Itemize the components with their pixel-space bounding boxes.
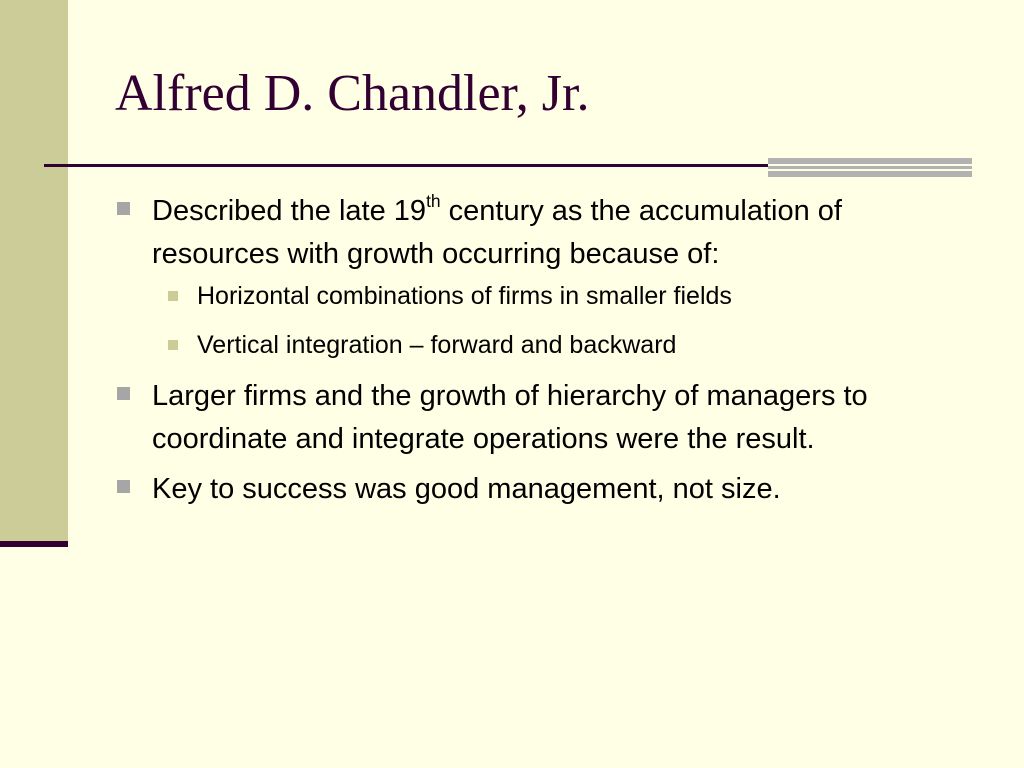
left-decorative-band bbox=[0, 0, 68, 541]
left-band-accent-bar bbox=[0, 541, 68, 547]
bullet-text: Larger firms and the growth of hierarchy of managers to coordinate and integrate operations were the result. bbox=[152, 380, 868, 455]
sub-bullet-text: Vertical integration – forward and backward bbox=[197, 331, 677, 359]
square-bullet-icon bbox=[117, 480, 130, 493]
bullet-list bbox=[115, 190, 975, 518]
bullet-item bbox=[115, 375, 975, 461]
accent-stripe bbox=[768, 166, 972, 169]
ordinal-superscript: th bbox=[426, 190, 441, 211]
bullet-text: Key to success was good management, not size. bbox=[152, 473, 781, 505]
square-bullet-icon bbox=[117, 202, 130, 215]
title-accent-stripes bbox=[768, 158, 972, 178]
square-bullet-icon bbox=[117, 387, 130, 400]
title-underline-rule bbox=[44, 164, 768, 167]
bullet-item bbox=[115, 190, 975, 364]
slide-title: Alfred D. Chandler, Jr. bbox=[115, 65, 590, 122]
sub-bullet-item bbox=[152, 277, 975, 315]
accent-stripe bbox=[768, 171, 972, 177]
bullet-text: Described the late 19th century as the accumulation of resources with growth occurring because of: bbox=[152, 190, 842, 270]
small-square-bullet-icon bbox=[168, 291, 178, 301]
accent-stripe bbox=[768, 158, 972, 164]
bullet-item bbox=[115, 468, 975, 511]
sub-bullet-text: Horizontal combinations of firms in smaller fields bbox=[197, 282, 732, 310]
sub-bullet-list bbox=[152, 277, 975, 364]
sub-bullet-item bbox=[152, 326, 975, 364]
small-square-bullet-icon bbox=[168, 340, 178, 350]
